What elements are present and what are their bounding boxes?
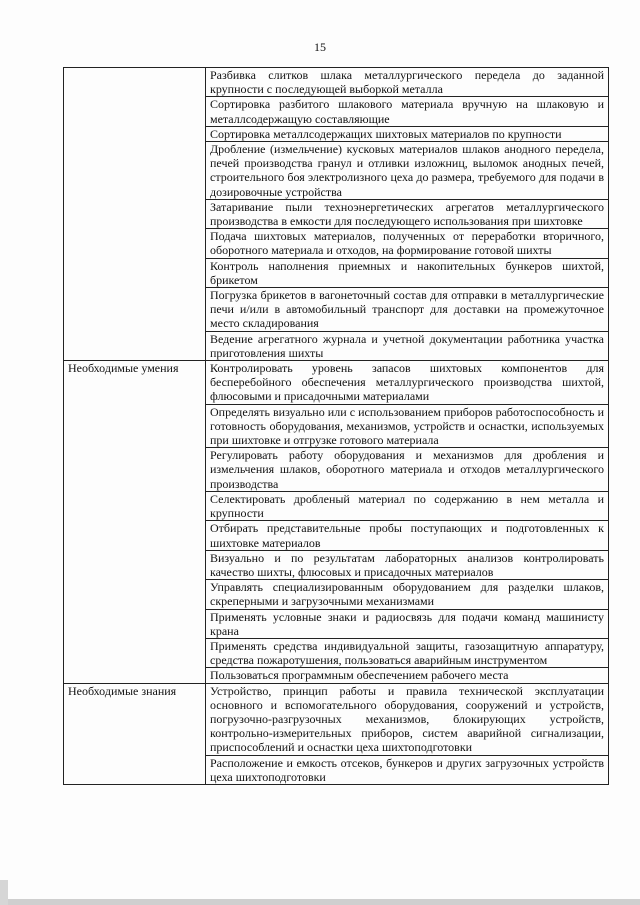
section-item: Применять средства индивидуальной защиты, газозащитную аппаратуру, средства пожаротушения, пользоваться аварийным инструментом bbox=[206, 638, 609, 667]
section-item: Сортировка разбитого шлакового материала вручную на шлаковую и металлсодержащую составляющие bbox=[206, 97, 609, 126]
requirements-table bbox=[63, 67, 609, 785]
section-item: Дробление (измельчение) кусковых материалов шлаков анодного передела, печей производства гранул и отливки изложниц, выломок анодных печей, строительного боя электролизного цеха до размера, требуемого для подачи в дозировочные устройства bbox=[206, 142, 609, 200]
section-item: Визуально и по результатам лабораторных анализов контролировать качество шихты, флюсовых и присадочных материалов bbox=[206, 550, 609, 579]
section-item: Контроль наполнения приемных и накопительных бункеров шихтой, брикетом bbox=[206, 258, 609, 287]
section-item: Управлять специализированным оборудованием для разделки шлаков, скреперными и загрузочными механизмами bbox=[206, 580, 609, 609]
section-item: Устройство, принцип работы и правила технической эксплуатации основного и вспомогательного оборудования, сооружений и устройств, погрузочно-разгрузочных механизмов, блокирующих устройств, контрольно-измерительных приборов, систем аварийной сигнализации, приспособлений и оснастки цеха шихтоподготовки bbox=[206, 683, 609, 755]
section-item: Расположение и емкость отсеков, бункеров и других загрузочных устройств цеха шихтоподготовки bbox=[206, 755, 609, 784]
section-item: Сортировка металлсодержащих шихтовых материалов по крупности bbox=[206, 126, 609, 141]
scan-edge-corner bbox=[0, 880, 8, 905]
scan-edge-bottom bbox=[0, 899, 640, 905]
section-item: Селектировать дробленый материал по содержанию в нем металла и крупности bbox=[206, 491, 609, 520]
section-item: Определять визуально или с использованием приборов работоспособность и готовность оборудования, механизмов, устройств и оснастки, используемых при шихтовке и отгрузке готового материала bbox=[206, 404, 609, 448]
table-row bbox=[64, 361, 609, 405]
section-item: Ведение агрегатного журнала и учетной документации работника участка приготовления шихты bbox=[206, 331, 609, 360]
table-row bbox=[64, 683, 609, 755]
section-label: Необходимые знания bbox=[64, 683, 206, 784]
section-item: Затаривание пыли техноэнергетических агрегатов металлургического производства в емкости для последующего использования при шихтовке bbox=[206, 199, 609, 228]
section-item: Погрузка брикетов в вагонеточный состав для отправки в металлургические печи и/или в автомобильный транспорт для доставки на промежуточное место складирования bbox=[206, 288, 609, 332]
section-item: Контролировать уровень запасов шихтовых компонентов для бесперебойного обеспечения металлургического производства шихтой, флюсовыми и присадочными материалами bbox=[206, 361, 609, 405]
section-item: Отбирать представительные пробы поступающих и подготовленных к шихтовке материалов bbox=[206, 521, 609, 550]
table-row bbox=[64, 68, 609, 97]
section-item: Регулировать работу оборудования и механизмов для дробления и измельчения шлаков, оборотного материала и отходов металлургического производства bbox=[206, 448, 609, 492]
table-body bbox=[64, 68, 609, 785]
section-item: Подача шихтовых материалов, полученных от переработки вторичного, оборотного материала и отходов, на формирование готовой шихты bbox=[206, 229, 609, 258]
section-label bbox=[64, 68, 206, 361]
section-item: Применять условные знаки и радиосвязь для подачи команд машинисту крана bbox=[206, 609, 609, 638]
page-number: 15 bbox=[314, 40, 326, 54]
section-item: Пользоваться программным обеспечением рабочего места bbox=[206, 668, 609, 683]
section-label: Необходимые умения bbox=[64, 361, 206, 683]
section-item: Разбивка слитков шлака металлургического передела до заданной крупности с последующей выборкой металла bbox=[206, 68, 609, 97]
